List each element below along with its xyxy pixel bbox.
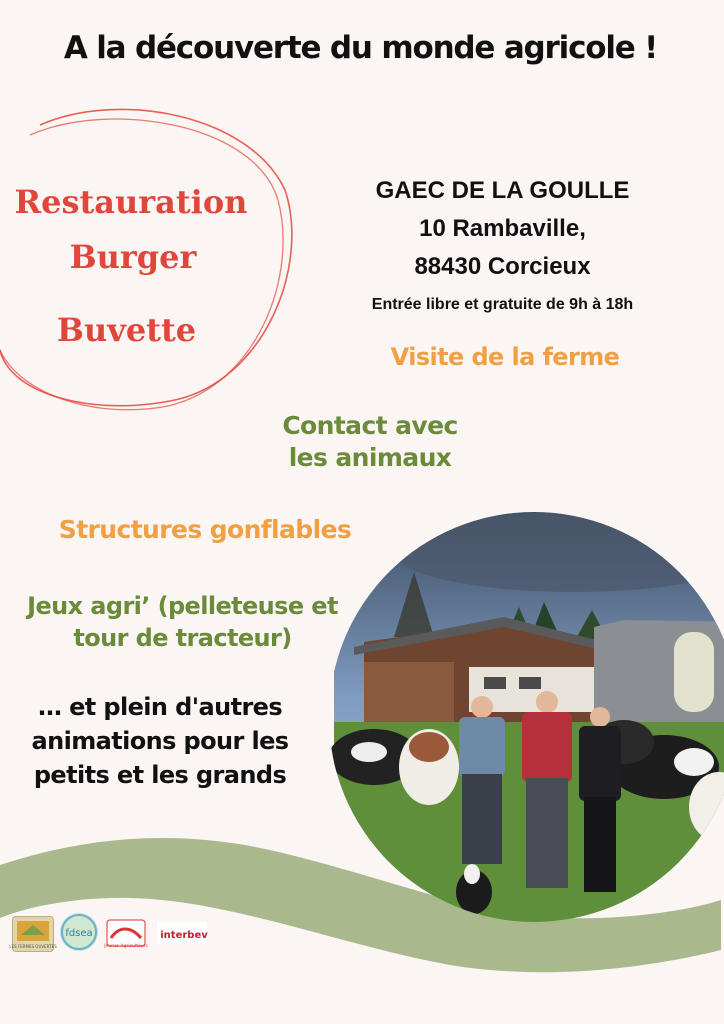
logo2-text: fdsea <box>65 928 93 939</box>
activity-visit: Visite de la ferme <box>390 343 620 371</box>
logo4-text: interbev <box>160 930 208 941</box>
farm-street: 10 Rambaville, <box>419 215 586 242</box>
farm-name: GAEC DE LA GOULLE <box>375 177 630 204</box>
activity-contact <box>260 410 480 474</box>
logo-fermes-ouvertes <box>9 916 57 952</box>
activity-games <box>5 590 360 654</box>
activity-games-line1: Jeux agri’ (pelleteuse et <box>27 592 338 620</box>
logo-jeunes-agriculteurs <box>105 916 147 950</box>
logo-fdsea <box>60 913 98 951</box>
food-burger: Burger <box>69 238 197 276</box>
activity-more-line1: … et plein d'autres <box>37 693 283 721</box>
logo1-text: LES FERMES OUVERTES <box>9 944 57 949</box>
logo-interbev <box>157 916 207 950</box>
logo3-text: Jeunes Agriculteurs <box>104 944 148 949</box>
activity-contact-line1: Contact avec <box>282 411 458 440</box>
food-restauration: Restauration <box>14 183 248 221</box>
farm-city: 88430 Corcieux <box>414 253 591 280</box>
food-buvette: Buvette <box>56 311 197 349</box>
activity-inflatables: Structures gonflables <box>58 515 352 544</box>
activity-games-line2: tour de tracteur) <box>73 624 292 652</box>
activity-more <box>10 690 310 792</box>
activity-more-line2: animations pour les <box>31 727 289 755</box>
farm-photo <box>334 512 724 922</box>
activity-contact-line2: les animaux <box>288 443 452 472</box>
page-title: A la découverte du monde agricole ! <box>63 30 658 66</box>
activity-more-line3: petits et les grands <box>33 761 287 789</box>
opening-hours: Entrée libre et gratuite de 9h à 18h <box>371 296 634 313</box>
